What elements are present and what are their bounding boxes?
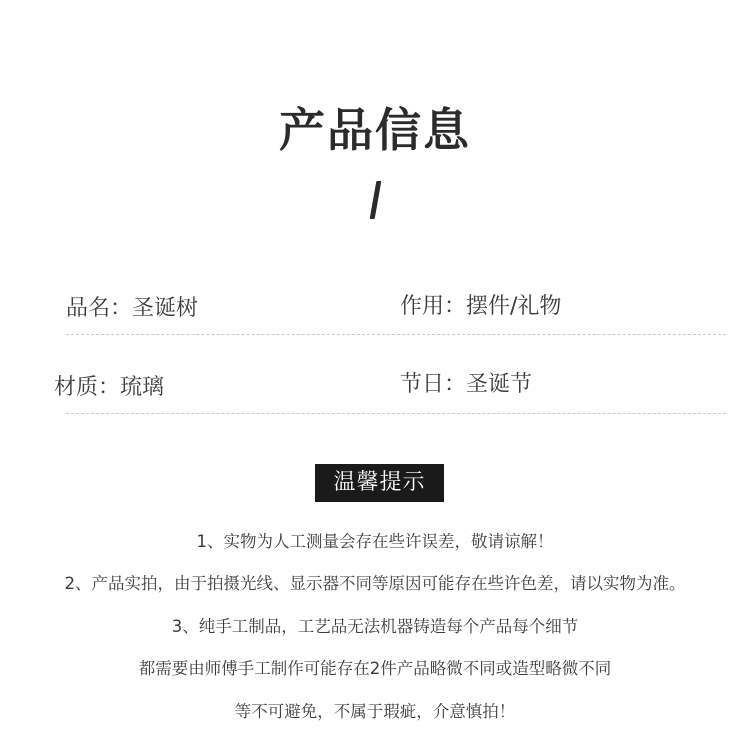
row-divider bbox=[66, 413, 726, 414]
note-line: 1、实物为人工测量会存在些许误差，敬请谅解！ bbox=[196, 532, 554, 551]
note-line: 都需要由师傅手工制作可能存在2件产品略微不同或造型略微不同 bbox=[138, 659, 612, 678]
note-line: 等不可避免，不属于瑕疵，介意慎拍！ bbox=[234, 702, 516, 721]
product-name-text: 品名：圣诞树 bbox=[66, 296, 199, 321]
row-divider bbox=[66, 334, 726, 335]
note-line: 3、纯手工制品，工艺品无法机器铸造每个产品每个细节 bbox=[171, 617, 579, 636]
info-row bbox=[0, 370, 750, 410]
note-line: 2、产品实拍，由于拍摄光线、显示器不同等原因可能存在些许色差，请以实物为准。 bbox=[64, 574, 686, 593]
product-material-text: 材质：琉璃 bbox=[54, 375, 165, 400]
product-festival-text: 节日：圣诞节 bbox=[400, 372, 533, 397]
info-row bbox=[0, 292, 750, 332]
title-slash-divider bbox=[370, 181, 382, 219]
product-usage-text: 作用：摆件/礼物 bbox=[400, 294, 562, 319]
tips-badge: 温馨提示 bbox=[315, 464, 444, 502]
page-title: 产品信息 bbox=[279, 103, 471, 157]
